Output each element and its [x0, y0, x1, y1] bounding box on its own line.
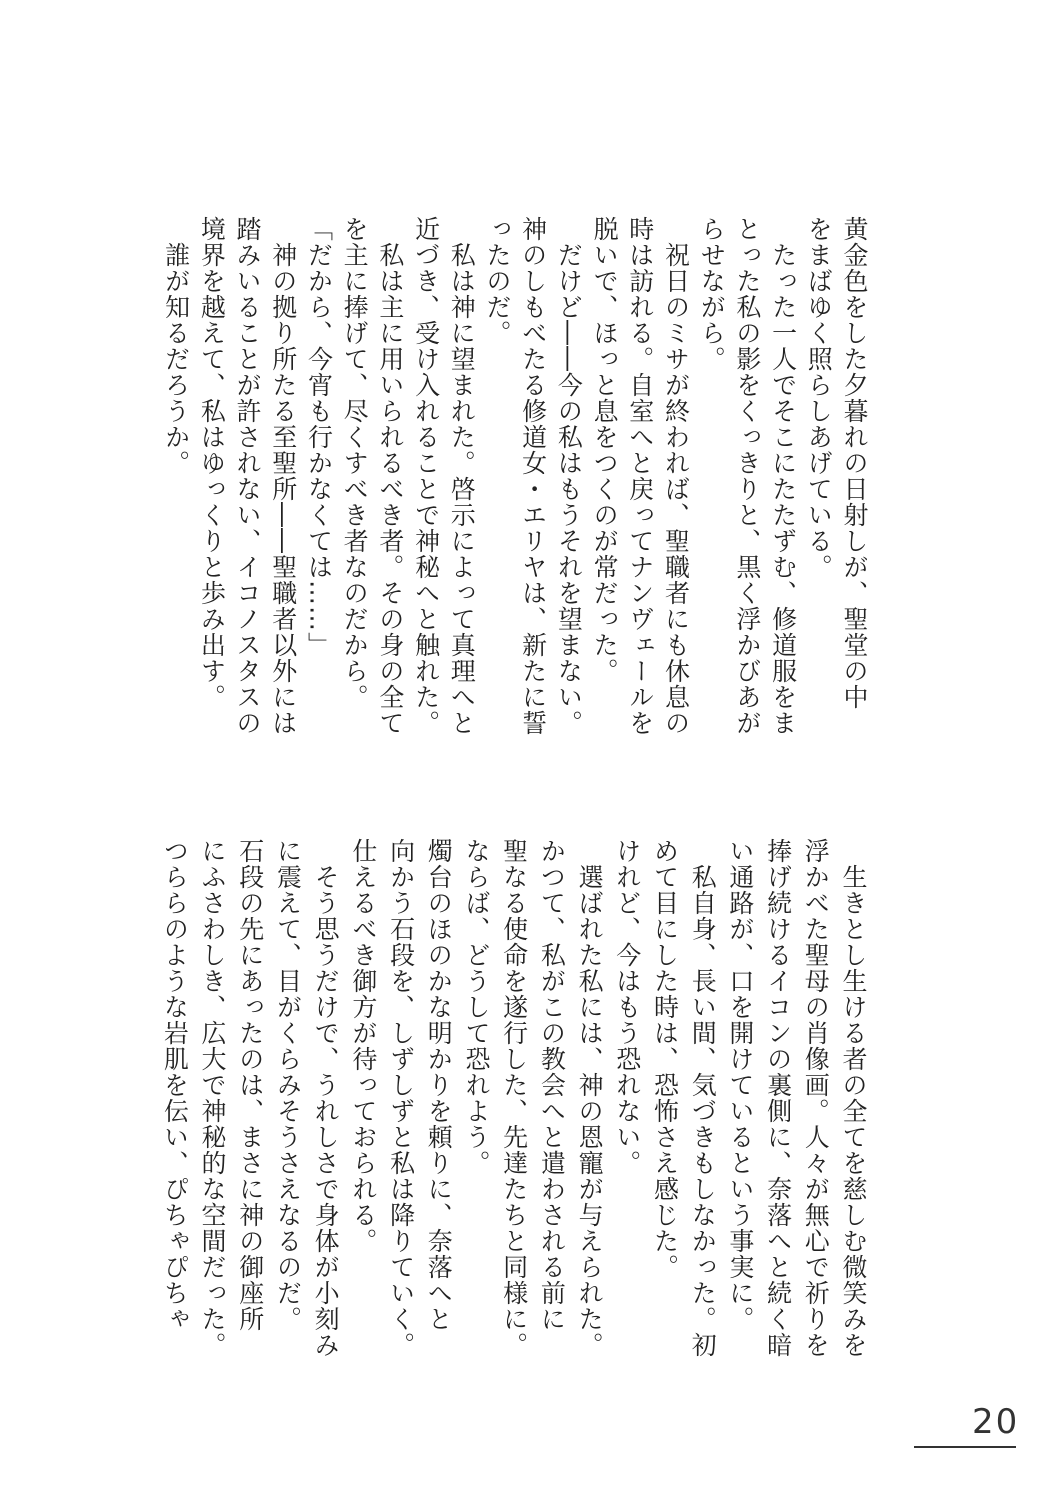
page-number: 20 [972, 1402, 1020, 1442]
text-block-bottom [156, 838, 872, 1358]
text-column: い通路が、口を開けているという事実に。 [725, 838, 755, 1332]
text-column: たった一人でそこにたたずむ、修道服をま [768, 216, 798, 736]
text-column: にふさわしき、広大で神秘的な空間だった。 [198, 838, 228, 1358]
text-column: に震えて、目がくらみそうさえなるのだ。 [273, 838, 303, 1332]
text-column: つららのような岩肌を伝い、ぴちゃぴちゃ [160, 838, 190, 1332]
text-column: 向かう石段を、しずしずと私は降りていく。 [386, 838, 416, 1358]
text-column: ならば、どうして恐れよう。 [461, 838, 491, 1176]
text-column: を主に捧げて、尽くすべき者なのだから。 [340, 216, 370, 710]
text-column: けれど、今はもう恐れない。 [612, 838, 642, 1176]
text-column: をまばゆく照らしあげている。 [804, 216, 834, 580]
text-column: 石段の先にあったのは、まさに神の御座所 [235, 838, 265, 1332]
text-column: 神の拠り所たる至聖所――聖職者以外には [268, 216, 298, 736]
text-column: 神のしもべたる修道女・エリヤは、新たに誓 [518, 216, 548, 736]
text-column: とった私の影をくっきりと、黒く浮かびあが [732, 216, 762, 736]
text-column: 捧げ続けるイコンの裏側に、奈落へと続く暗 [763, 838, 793, 1358]
text-column: 黄金色をした夕暮れの日射しが、聖堂の中 [840, 216, 869, 710]
text-column: 祝日のミサが終われば、聖職者にも休息の [661, 216, 691, 736]
text-column: 生きとし生ける者の全てを慈しむ微笑みを [839, 838, 868, 1358]
text-column: 境界を越えて、私はゆっくりと歩み出す。 [197, 216, 227, 710]
text-column: そう思うだけで、うれしさで身体が小刻み [311, 838, 341, 1358]
text-column: 近づき、受け入れることで神秘へと触れた。 [411, 216, 441, 736]
text-column: 聖なる使命を遂行した、先達たちと同様に。 [499, 838, 529, 1358]
text-column: 私は主に用いられるべき者。その身の全て [375, 216, 405, 736]
text-column: かつて、私がこの教会へと遣わされる前に [537, 838, 567, 1332]
text-column: だけど――今の私はもうそれを望まない。 [554, 216, 584, 736]
text-column: 「だから、今宵も行かなくては……」 [304, 216, 334, 658]
text-block-top [158, 216, 872, 736]
text-column: 仕えるべき御方が待っておられる。 [348, 838, 378, 1254]
text-column: らせながら。 [697, 216, 727, 372]
text-column: ったのだ。 [482, 216, 512, 346]
text-column: 燭台のほのかな明かりを頼りに、奈落へと [424, 838, 454, 1332]
page-number-rule [914, 1446, 1016, 1448]
text-column: 踏みいることが許されない、イコノスタスの [233, 216, 263, 736]
text-column: 時は訪れる。自室へと戻ってナンヴェールを [625, 216, 655, 736]
text-column: 脱いで、ほっと息をつくのが常だった。 [590, 216, 620, 684]
text-column: めて目にした時は、恐怖さえ感じた。 [650, 838, 680, 1280]
text-column: 私自身、長い間、気づきもしなかった。初 [688, 838, 718, 1358]
text-column: 私は神に望まれた。啓示によって真理へと [447, 216, 477, 736]
text-column: 浮かべた聖母の肖像画。人々が無心で祈りを [801, 838, 831, 1358]
text-column: 誰が知るだろうか。 [161, 216, 191, 476]
text-column: 選ばれた私には、神の恩寵が与えられた。 [575, 838, 605, 1358]
